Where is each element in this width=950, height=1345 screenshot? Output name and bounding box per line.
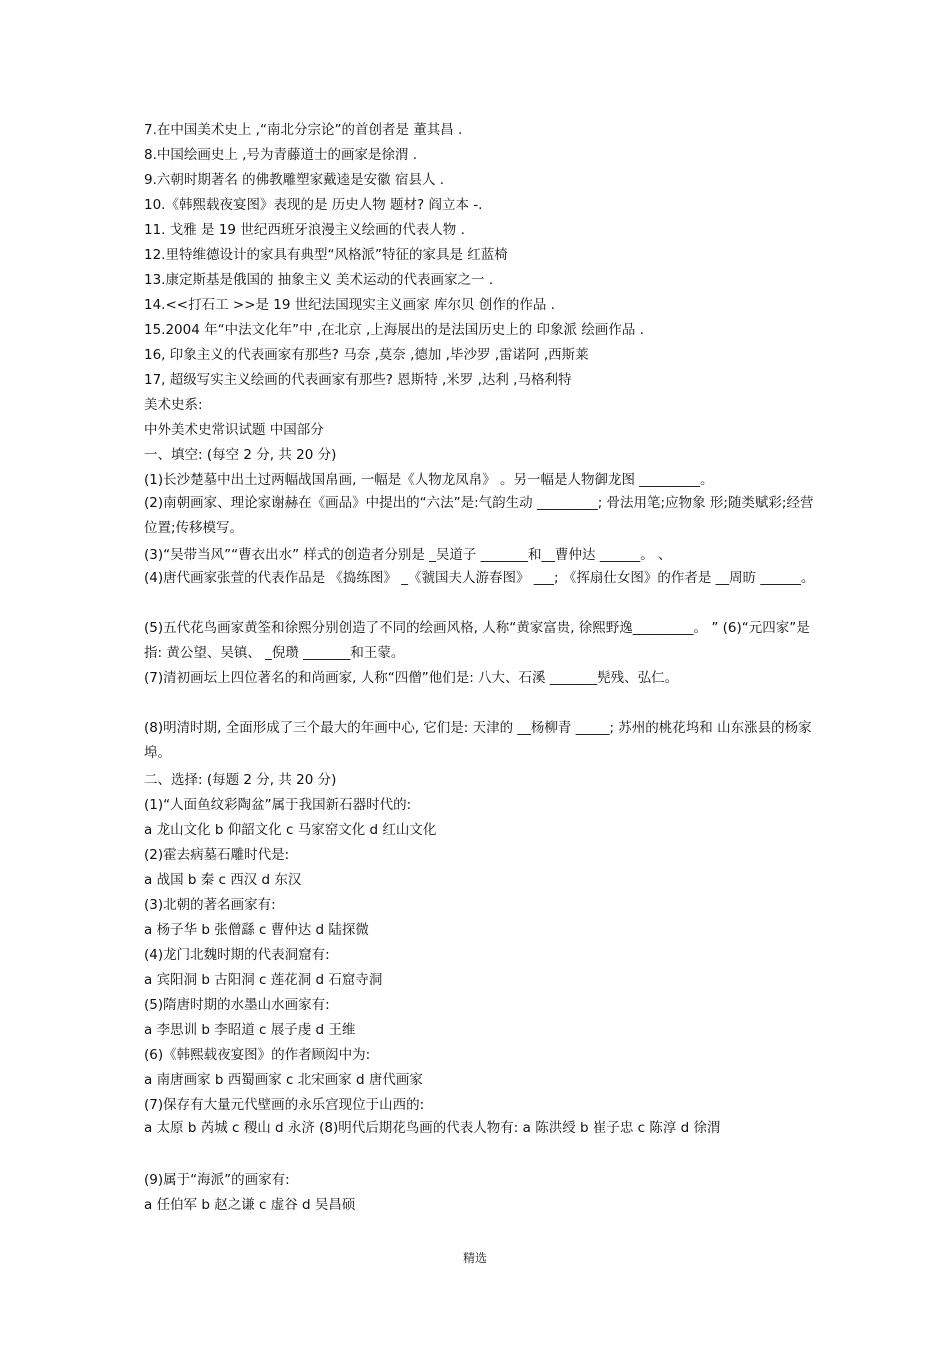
text-line: a 杨子华 b 张僧繇 c 曹仲达 d 陆探微 (144, 922, 369, 938)
text-line: (3)北朝的著名画家有: (144, 897, 276, 913)
text-line: 10.《韩熙载夜宴图》表现的是 历史人物 题材? 阎立本 -. (144, 197, 483, 213)
text-line: a 南唐画家 b 西蜀画家 c 北宋画家 d 唐代画家 (144, 1072, 423, 1088)
text-line: (5)五代花鸟画家黄筌和徐熙分别创造了不同的绘画风格, 人称“黄家富贵, 徐熙野逸_________。 ” (6)“元四家”是指: 黄公望、吴镇、 _倪瓒 _______和王蒙。 (144, 620, 810, 661)
text-line: a 龙山文化 b 仰韶文化 c 马家窑文化 d 红山文化 (144, 822, 437, 838)
text-line: 16, 印象主义的代表画家有那些? 马奈 ,莫奈 ,德加 ,毕沙罗 ,雷诺阿 ,西斯莱 (144, 347, 589, 363)
text-line: (4)唐代画家张萱的代表作品是 《捣练图》 _《虢国夫人游春图》 ___; 《挥扇仕女图》的作者是 __周昉 ______。 (144, 570, 815, 586)
text-line: 美术史系: (144, 397, 203, 413)
text-line: (7)保存有大量元代壁画的永乐宫现位于山西的: (144, 1097, 425, 1113)
text-line: (4)龙门北魏时期的代表洞窟有: (144, 947, 330, 963)
text-line: a 太原 b 芮城 c 稷山 d 永济 (8)明代后期花鸟画的代表人物有: a 陈洪绶 b 崔子忠 c 陈淳 d 徐渭 (144, 1120, 721, 1136)
text-line: a 任伯军 b 赵之谦 c 虚谷 d 吴昌硕 (144, 1197, 356, 1213)
text-line: (6)《韩熙载夜宴图》的作者顾闳中为: (144, 1047, 371, 1063)
text-line: (7)清初画坛上四位著名的和尚画家, 人称“四僧”他们是: 八大、石溪 _______髡残、弘仁。 (144, 670, 679, 686)
text-line: 15.2004 年“中法文化年”中 ,在北京 ,上海展出的是法国历史上的 印象派 绘画作品 . (144, 322, 644, 338)
text-line: a 李思训 b 李昭道 c 展子虔 d 王维 (144, 1022, 356, 1038)
text-line: a 战国 b 秦 c 西汉 d 东汉 (144, 872, 302, 888)
text-line: 二、选择: (每题 2 分, 共 20 分) (144, 772, 337, 788)
text-line: (1)“人面鱼纹彩陶盆”属于我国新石器时代的: (144, 797, 412, 813)
text-line: (9)属于“海派”的画家有: (144, 1172, 290, 1188)
text-line: 14.<<打石工 >>是 19 世纪法国现实主义画家 库尔贝 创作的作品 . (144, 297, 555, 313)
text-line: 7.在中国美术史上 ,“南北分宗论”的首创者是 董其昌 . (144, 122, 463, 138)
text-line: a 宾阳洞 b 古阳洞 c 莲花洞 d 石窟寺洞 (144, 972, 383, 988)
text-line: 13.康定斯基是俄国的 抽象主义 美术运动的代表画家之一 . (144, 272, 494, 288)
text-line: (5)隋唐时期的水墨山水画家有: (144, 997, 330, 1013)
text-line: 17, 超级写实主义绘画的代表画家有那些? 恩斯特 ,米罗 ,达利 ,马格利特 (144, 372, 572, 388)
text-line: (2)霍去病墓石雕时代是: (144, 847, 290, 863)
text-line: (1)长沙楚墓中出土过两幅战国帛画, 一幅是《人物龙凤帛》 。另一幅是人物御龙图 _________。 (144, 472, 714, 488)
text-line: 12.里特维德设计的家具有典型“风格派”特征的家具是 红蓝椅 (144, 247, 508, 263)
text-line: 一、填空: (每空 2 分, 共 20 分) (144, 447, 337, 463)
text-line: (2)南朝画家、理论家谢赫在《画品》中提出的“六法”是:气韵生动 _________; 骨法用笔;应物象 形;随类赋彩;经营位置;传移模写。 (144, 495, 814, 536)
text-line: 11. 戈雅 是 19 世纪西班牙浪漫主义绘画的代表人物 . (144, 222, 465, 238)
text-line: 8.中国绘画史上 ,号为青藤道士的画家是徐渭 . (144, 147, 418, 163)
text-line: 9.六朝时期著名 的佛教雕塑家戴逵是安徽 宿县人 . (144, 172, 445, 188)
page-footer: 精选 (462, 1251, 487, 1265)
text-line: (8)明清时期, 全面形成了三个最大的年画中心, 它们是: 天津的 __杨柳青 _____; 苏州的桃花坞和 山东涨县的杨家埠。 (144, 720, 812, 761)
text-line: 中外美术史常识试题 中国部分 (144, 422, 324, 438)
text-line: (3)“吴带当风”“曹衣出水” 样式的创造者分别是 _吴道子 _______和__曹仲达 ______。 、 (144, 547, 672, 563)
